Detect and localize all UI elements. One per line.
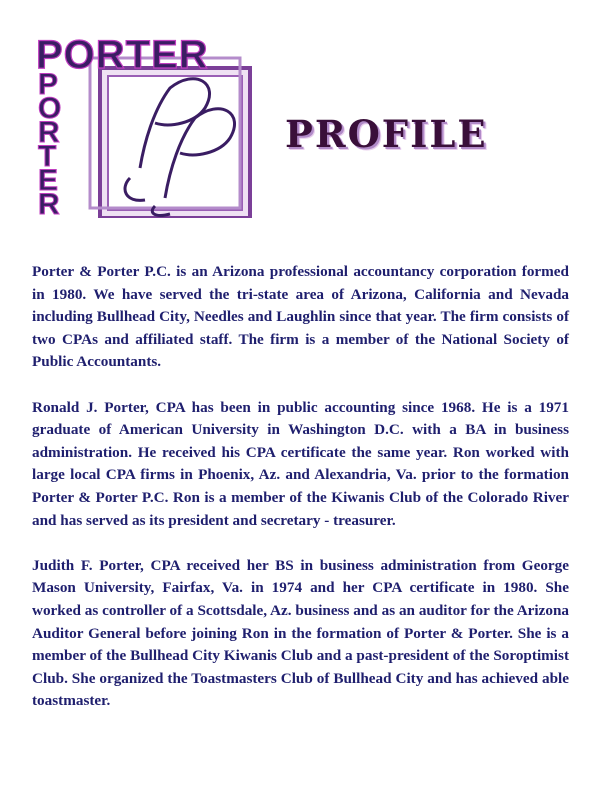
logo-inner-frame <box>108 76 242 210</box>
porter-logo-graphic <box>30 28 292 218</box>
logo-side-letter: E <box>38 164 59 197</box>
porter-logo <box>30 28 292 218</box>
logo-top-word: PORTER <box>36 33 209 77</box>
logo-side-letter: P <box>38 68 59 101</box>
logo-side-letter: R <box>38 116 60 149</box>
logo-side-letter: T <box>38 140 57 173</box>
profile-body <box>32 261 569 735</box>
paragraph-ronald: Ronald J. Porter, CPA has been in public accounting since 1968. He is a 1971 graduate of American University in Washington D.C. with a BA in business administration. He received his CPA certificate the same year. Ron worked with large local CPA firms in Phoenix, Az. and Alexandria, Va. prior to the formation Porter & Porter P.C. Ron is a member of the Kiwanis Club of the Colorado River and has served as its president and secretary - treasurer. <box>32 398 569 529</box>
logo-side-letter: R <box>38 188 60 218</box>
page-title: PROFILE <box>285 112 488 156</box>
logo-side-letter: O <box>38 92 62 125</box>
paragraph-judith: Judith F. Porter, CPA received her BS in business administration from George Mason University, Fairfax, Va. in 1974 and her CPA certificate in 1980. She worked as controller of a Scottsdale, Az. business and as an auditor for the Arizona Auditor General before joining Ron in the formation of Porter & Porter. She is a member of the Bullhead City Kiwanis Club and a past-president of the Soroptimist Club. She organized the Toastmasters Club of Bullhead City and has achieved able toastmaster. <box>32 556 569 710</box>
paragraph-firm: Porter & Porter P.C. is an Arizona professional accountancy corporation formed in 1980. We have served the tri-state area of Arizona, California and Nevada including Bullhead City, Needles and Laughlin since that year. The firm consists of two CPAs and affiliated staff. The firm is a member of the National Society of Public Accountants. <box>32 263 569 371</box>
logo-side-word <box>38 68 61 218</box>
